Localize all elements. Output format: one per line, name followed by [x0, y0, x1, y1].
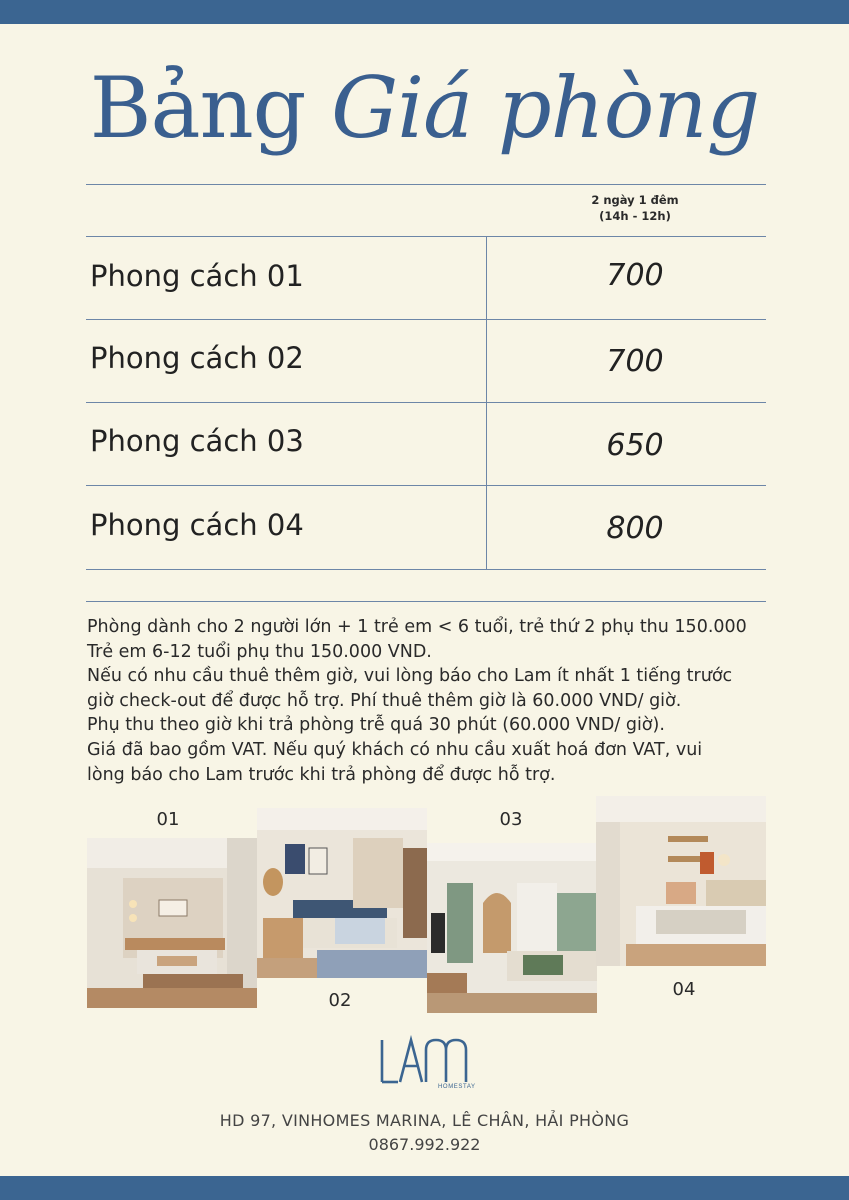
row-name: Phong cách 02 [90, 341, 304, 375]
photo-label-01: 01 [156, 809, 180, 830]
column-header-line-1: 2 ngày 1 đêm [591, 193, 679, 207]
column-header [560, 193, 710, 224]
bedroom-photo-icon [427, 843, 597, 1013]
page-title [0, 58, 849, 159]
bedroom-photo-01 [87, 838, 257, 1008]
bedroom-photo-02 [257, 808, 427, 978]
row-price: 650 [606, 428, 664, 463]
row-name: Phong cách 04 [90, 508, 304, 542]
photo-label-03: 03 [499, 809, 523, 830]
top-accent-bar [0, 0, 849, 24]
lam-logo-icon [378, 1034, 478, 1094]
title-part-2: Giá phòng [331, 59, 760, 157]
table-rule [86, 319, 766, 320]
footer-phone: 0867.992.922 [368, 1135, 481, 1154]
note-line: lòng báo cho Lam trước khi trả phòng để được hỗ trợ. [87, 764, 556, 785]
table-rule [86, 402, 766, 403]
bedroom-photo-03 [427, 843, 597, 1013]
row-price: 800 [606, 511, 664, 546]
table-rule [86, 601, 766, 602]
table-rule [86, 485, 766, 486]
svg-text:HOMESTAY: HOMESTAY [438, 1084, 476, 1090]
title-part-1: Bảng [89, 59, 306, 157]
note-line: Trẻ em 6-12 tuổi phụ thu 150.000 VND. [87, 641, 432, 662]
note-line: Phòng dành cho 2 người lớn + 1 trẻ em < 6 tuổi, trẻ thứ 2 phụ thu 150.000 [87, 617, 747, 637]
bottom-accent-bar [0, 1176, 849, 1200]
row-price: 700 [606, 258, 664, 293]
table-rule [86, 184, 766, 185]
policy-notes [87, 615, 787, 787]
note-line: Nếu có nhu cầu thuê thêm giờ, vui lòng báo cho Lam ít nhất 1 tiếng trước [87, 666, 733, 687]
column-header-line-2: (14h - 12h) [599, 208, 671, 223]
footer-address: HD 97, VINHOMES MARINA, LÊ CHÂN, HẢI PHÒNG [219, 1111, 630, 1130]
table-rule [86, 569, 766, 570]
bedroom-photo-04 [596, 796, 766, 966]
bedroom-photo-icon [87, 838, 257, 1008]
note-line: Phụ thu theo giờ khi trả phòng trễ quá 30 phút (60.000 VND/ giờ). [87, 715, 665, 736]
row-name: Phong cách 01 [90, 259, 304, 293]
bedroom-photo-icon [257, 808, 427, 978]
bedroom-photo-icon [596, 796, 766, 966]
lam-homestay-logo [378, 1034, 478, 1094]
note-line: Giá đã bao gồm VAT. Nếu quý khách có nhu cầu xuất hoá đơn VAT, vui [87, 739, 703, 760]
photo-label-04: 04 [672, 979, 696, 1000]
row-price: 700 [606, 344, 664, 379]
photo-label-02: 02 [328, 990, 352, 1011]
note-line: giờ check-out để được hỗ trợ. Phí thuê thêm giờ là 60.000 VND/ giờ. [87, 690, 682, 711]
table-rule [86, 236, 766, 237]
row-name: Phong cách 03 [90, 424, 304, 458]
